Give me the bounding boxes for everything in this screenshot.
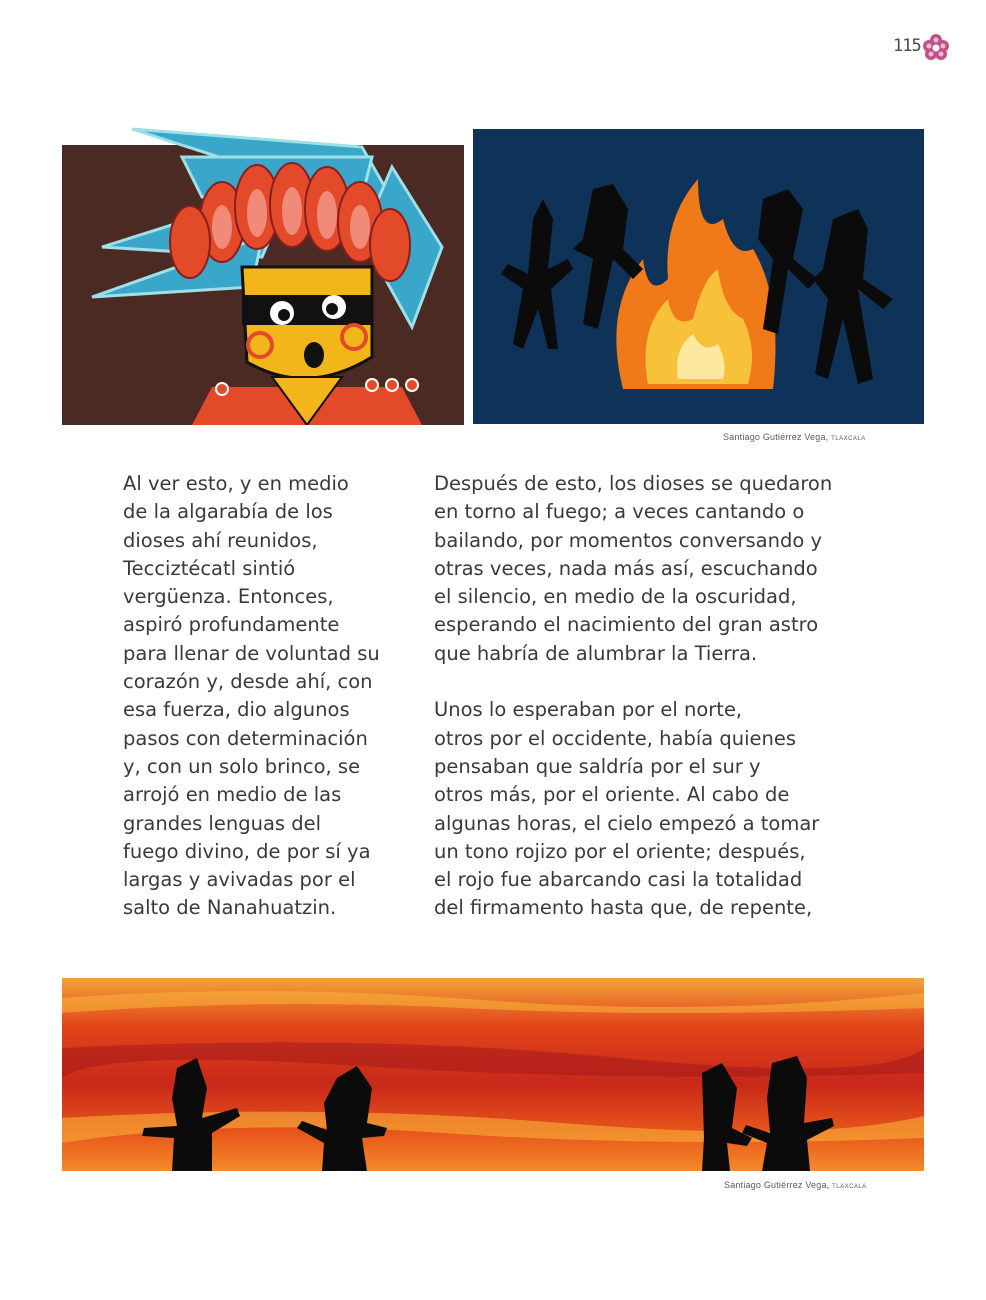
text-line: otros por el occidente, había quienes [434, 726, 797, 750]
text-line: esperando el nacimiento del gran astro [434, 613, 819, 637]
text-line: largas y avivadas por el [123, 868, 356, 892]
text-line: Después de esto, los dioses se quedaron [434, 472, 833, 495]
image-credit-bottom [724, 1180, 867, 1190]
text-line: algunas horas, el cielo empezó a tomar [434, 811, 820, 835]
text-line: bailando, por momentos conversando y [434, 528, 822, 552]
text-line: dioses ahí reunidos, [123, 528, 318, 552]
text-line: otros más, por el oriente. Al cabo de [434, 783, 790, 807]
text-line: que habría de alumbrar la Tierra. [434, 641, 758, 665]
text-line: para llenar de voluntad su [123, 641, 380, 665]
credit-name: Santiago Gutiérrez Vega, [724, 1180, 830, 1190]
text-line: y, con un solo brinco, se [123, 754, 361, 778]
text-line: de la algarabía de los [123, 500, 333, 524]
page-number: 115 [893, 36, 921, 56]
credit-place: TLAXCALA [831, 436, 866, 442]
text-line: fuego divino, de por sí ya [123, 839, 371, 863]
text-line: pensaban que saldría por el sur y [434, 754, 761, 778]
text-line: del firmamento hasta que, de repente, [434, 896, 813, 920]
text-line: aspiró profundamente [123, 613, 340, 637]
text-line: Al ver esto, y en medio [123, 472, 349, 495]
text-line: vergüenza. Entonces, [123, 585, 334, 609]
text-line: esa fuerza, dio algunos [123, 698, 350, 722]
text-line: un tono rojizo por el oriente; después, [434, 839, 806, 863]
text-column-right [434, 470, 874, 923]
text-line: otras veces, nada más así, escuchando [434, 556, 818, 580]
credit-name: Santiago Gutiérrez Vega, [723, 432, 829, 442]
text-line: arrojó en medio de las [123, 783, 342, 807]
text-line: corazón y, desde ahí, con [123, 670, 373, 694]
paragraph-gap [434, 668, 874, 696]
text-line: grandes lenguas del [123, 811, 322, 835]
text-line: el rojo fue abarcando casi la totalidad [434, 868, 803, 892]
silhouettes-red-sky-illustration [62, 978, 924, 1171]
text-line: salto de Nanahuatzin. [123, 896, 337, 920]
credit-place: TLAXCALA [832, 1184, 867, 1190]
silhouettes-around-fire-illustration [473, 129, 924, 424]
text-column-left [123, 470, 413, 923]
text-line: Tecciztécatl sintió [123, 556, 296, 580]
text-line: pasos con determinación [123, 726, 368, 750]
image-credit-top [723, 432, 866, 442]
text-line: el silencio, en medio de la oscuridad, [434, 585, 797, 609]
masked-deity-face-illustration [62, 127, 464, 425]
text-line: en torno al fuego; a veces cantando o [434, 500, 805, 524]
flower-icon [920, 31, 952, 63]
text-line: Unos lo esperaban por el norte, [434, 698, 743, 722]
